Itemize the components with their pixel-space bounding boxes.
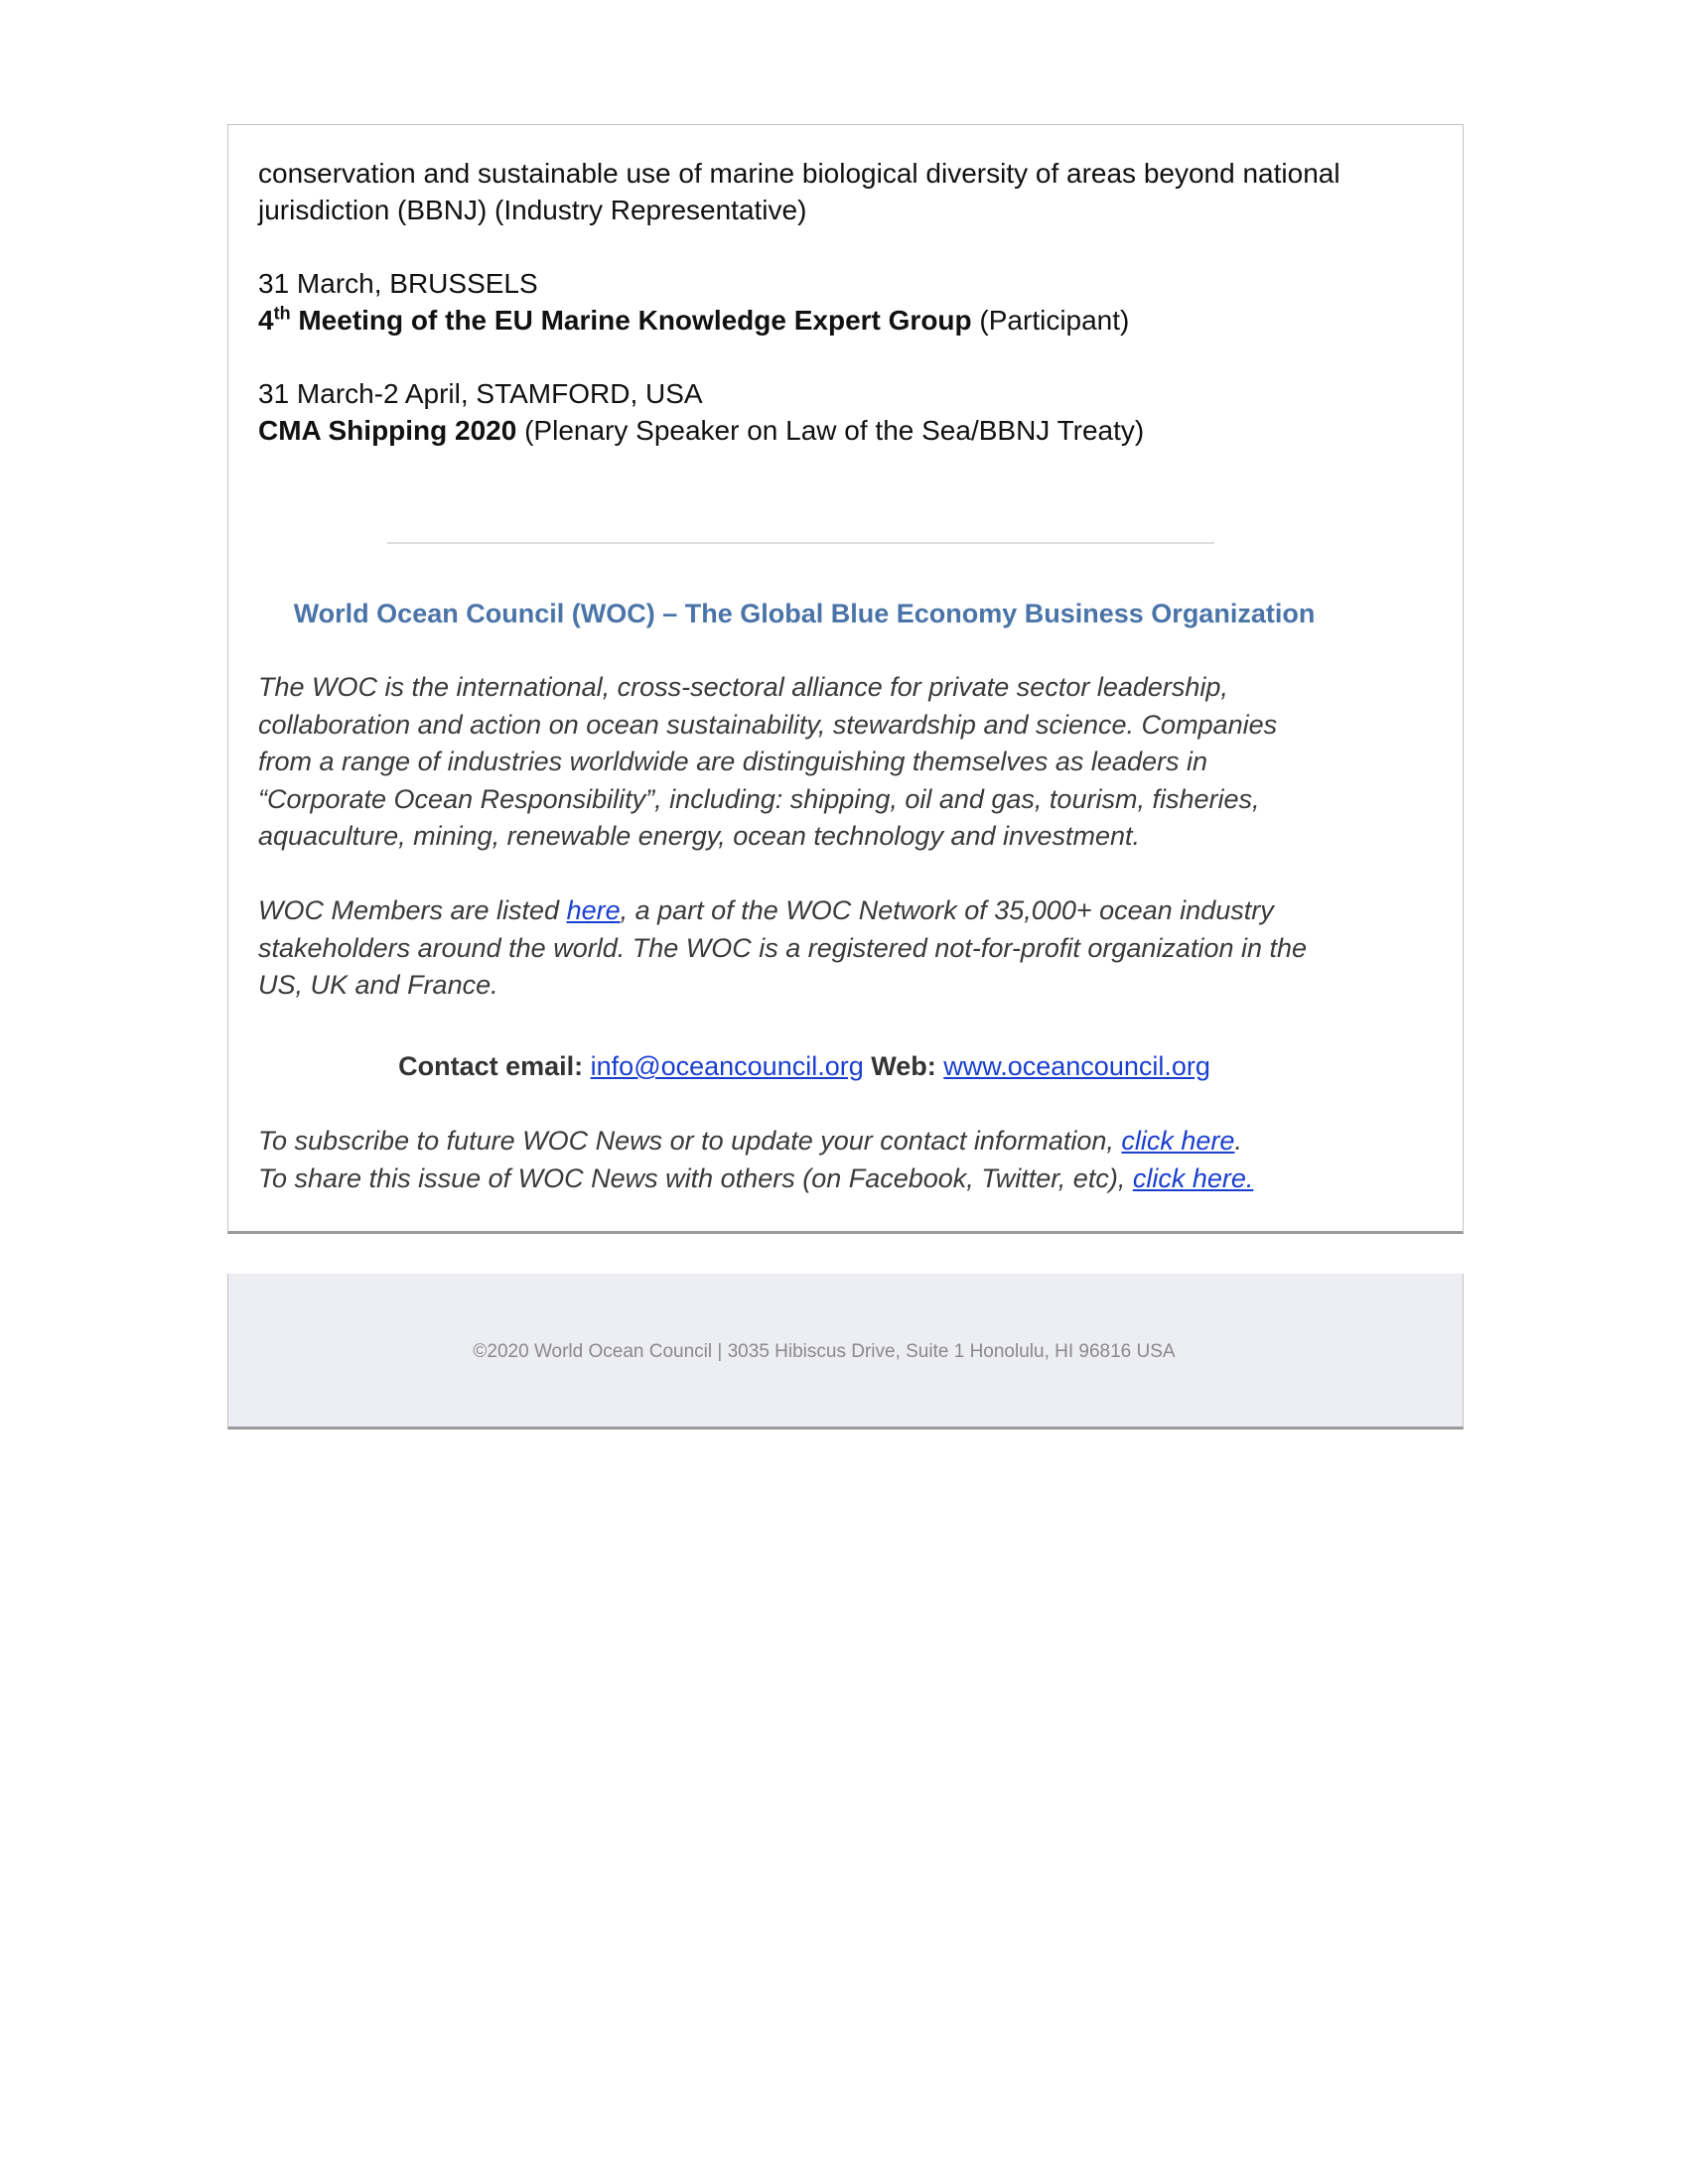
- web-label: Web:: [863, 1051, 944, 1081]
- subscribe-click-here-link[interactable]: click here: [1121, 1126, 1235, 1156]
- members-paragraph: [258, 892, 1410, 1005]
- card-content: [258, 155, 1410, 1193]
- members-line-1: [258, 892, 1410, 930]
- members-text: WOC Members are listed: [258, 895, 567, 925]
- website-link[interactable]: www.oceancouncil.org: [943, 1051, 1210, 1081]
- section-divider: [387, 542, 1214, 544]
- about-paragraph: [258, 669, 1410, 856]
- about-line: “Corporate Ocean Responsibility”, including: shipping, oil and gas, tourism, fisheries,: [258, 783, 1260, 814]
- event-date: 31 March, BRUSSELS: [258, 268, 538, 299]
- members-text: , a part of the WOC Network of 35,000+ ocean industry: [620, 895, 1274, 925]
- subscribe-paragraph: [258, 1123, 1410, 1197]
- about-line: from a range of industries worldwide are distinguishing themselves as leaders in: [258, 747, 1207, 776]
- about-line: aquaculture, mining, renewable energy, ocean technology and investment.: [258, 821, 1141, 851]
- org-title: World Ocean Council (WOC) – The Global Blue Economy Business Organization: [293, 599, 1316, 628]
- members-line-2: stakeholders around the world. The WOC is a registered not-for-profit organization in the: [258, 932, 1308, 963]
- event-role: (Plenary Speaker on Law of the Sea/BBNJ Treaty): [516, 415, 1145, 446]
- event-title: Meeting of the EU Marine Knowledge Expert Group: [290, 305, 972, 336]
- contact-email-link[interactable]: info@oceancouncil.org: [590, 1051, 864, 1081]
- members-line-3: US, UK and France.: [258, 970, 498, 1000]
- contact-line: [258, 1048, 1350, 1085]
- event-title: CMA Shipping 2020: [258, 415, 517, 446]
- newsletter-card: [227, 124, 1464, 1234]
- subscribe-text: To subscribe to future WOC News or to update your contact information,: [258, 1126, 1122, 1156]
- bbnj-continuation: [258, 155, 1410, 228]
- about-line: The WOC is the international, cross-sectoral alliance for private sector leadership,: [258, 672, 1228, 702]
- bbnj-line-1: conservation and sustainable use of marine biological diversity of areas beyond national: [258, 158, 1340, 189]
- event-title-line: [258, 412, 1410, 449]
- event-title-line: [258, 302, 1410, 339]
- event-title-sup: th: [273, 303, 291, 324]
- bbnj-line-2: jurisdiction (BBNJ) (Industry Representative): [258, 195, 807, 225]
- event-role: (Participant): [971, 305, 1130, 336]
- members-here-link[interactable]: here: [566, 895, 621, 925]
- subscribe-period: .: [1234, 1126, 1242, 1156]
- footer: [227, 1274, 1464, 1430]
- event-cma-shipping: [258, 375, 1410, 449]
- about-line: collaboration and action on ocean sustainability, stewardship and science. Companies: [258, 709, 1278, 740]
- share-line: [258, 1160, 1410, 1198]
- footer-address: ©2020 World Ocean Council | 3035 Hibiscus Drive, Suite 1 Honolulu, HI 96816 USA: [473, 1341, 1176, 1362]
- event-eu-marine-knowledge: [258, 265, 1410, 339]
- subscribe-line: [258, 1123, 1410, 1160]
- event-date: 31 March-2 April, STAMFORD, USA: [258, 378, 703, 409]
- share-text: To share this issue of WOC News with others (on Facebook, Twitter, etc),: [258, 1162, 1133, 1193]
- event-title-prefix: 4: [258, 305, 274, 336]
- contact-email-label: Contact email:: [398, 1051, 591, 1081]
- share-click-here-link[interactable]: click here.: [1132, 1162, 1254, 1193]
